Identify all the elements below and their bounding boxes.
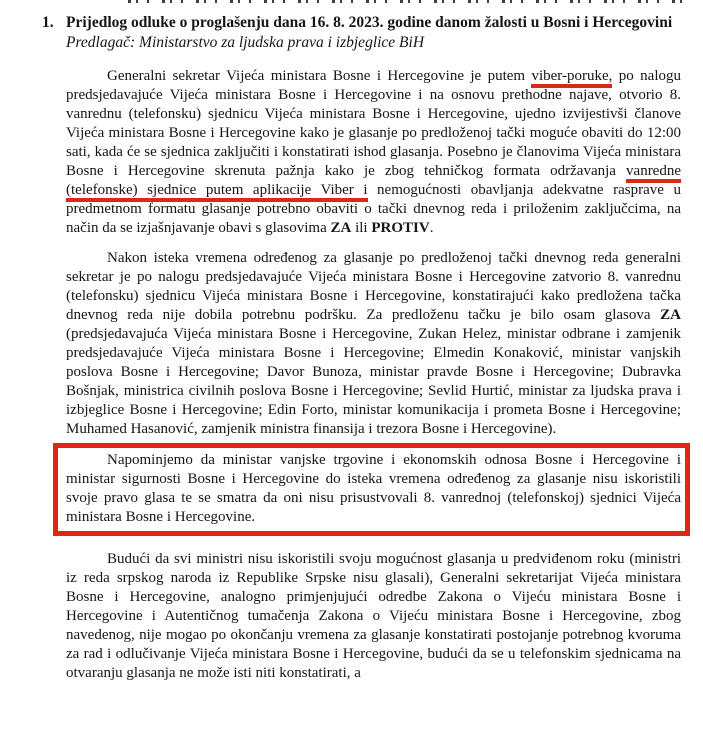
text-run: po nalogu predsjedavajuće Vijeća ministara Bosne i Hercegovine i na osnovu prethodne najave, otvorio 8. vanrednu (telefonsku) sjednicu Vijeća ministara Bosne i Hercegovine, ujedno izvijestivši članove Vijeća ministara Bosne i Hercegovine kako je glasanje po predloženoj tački moguće obaviti do 12:00 sati, kada će se sjednica zaključiti i konstatirati ishod glasanja. Posebno je članovima Vijeća ministara Bosne i Hercegovine skrenuta pažnja kako je zbog tehničkog formata održavanja — [66, 67, 681, 179]
text-run: Nakon isteka vremena određenog za glasanje po predloženoj tački dnevnog reda generalni sekretar je po nalogu predsjedavajuće Vijeća ministara Bosne i Hercegovine zatvorio 8. vanrednu (telefonsku) sjednicu Vijeća ministara Bosne i Hercegovine, konstatirajući kako predložena tačka dnevnog reda nije dobila potrebnu podršku. Za predloženu tačku je bilo osam glasova — [66, 249, 681, 323]
agenda-item-number: 1. — [42, 14, 54, 31]
vote-protiv-label: PROTIV — [371, 219, 430, 236]
red-underline-viber-poruke: viber-poruke, — [531, 67, 613, 84]
agenda-item-title: Prijedlog odluke o proglašenju dana 16. 8. 2023. godine danom žalosti u Bosni i Hercegovini — [66, 14, 673, 31]
text-run: ili — [351, 219, 372, 236]
vote-za-label: ZA — [330, 219, 352, 236]
vote-za-label: ZA — [660, 306, 681, 323]
text-run: nemogućnosti obavljanja adekvatne rasprave u predmetnom formatu glasanje potrebno obaviti o tački dnevnog reda i priloženim zaključcima, na način da se izjašnjavanje obavi s glasovima — [66, 181, 682, 236]
text-run: (predsjedavajuća Vijeća ministara Bosne i Hercegovine, Zukan Helez, ministar odbrane i zamjenik predsjedavajuće Vijeća ministara Bosne i Hercegovine; Elmedin Konaković, ministar vanjskih poslova Bosne i Hercegovine; Davor Bunoza, ministar pravde Bosne i Hercegovine; Dubravka Bošnjak, ministrica civilnih poslova Bosne i Hercegovine; Sevlid Hurtić, ministar za ljudska prava i izbjeglice Bosne i Hercegovine; Edin Forto, ministar komunikacija i prometa Bosne i Hercegovine; Muhamed Hasanović, zamjenik ministra finansija i trezora Bosne i Hercegovine). — [66, 325, 681, 437]
red-underline-viber-session-phrase: vanredne (telefonske) sjednice putem aplikacije Viber i — [66, 162, 681, 198]
paragraph-conclusion — [66, 550, 681, 683]
text-run: Generalni sekretar Vijeća ministara Bosne i Hercegovine je putem — [107, 67, 532, 84]
text-run: Budući da svi ministri nisu iskoristili svoju mogućnost glasanja u predviđenom roku (ministri iz reda srpskog naroda iz Republike Srpske nisu glasali), Generalni sekretarijat Vijeća ministara Bosne i Hercegovine, analogno primjenjujući odredbe Zakona o Vijeću ministara Bosne i Hercegovine i Autentičnog tumačenja Zakona o Vijeću ministara Bosne i Hercegovine, zbog navedenog, nije mogao po okončanju vremena za glasanje konstatirati postojanje potrebnog kvoruma za rad i odlučivanje Vijeća ministara Bosne i Hercegovine, budući da se u telefonskim sjednicama na otvaranju glasanja ne može isti niti konstatirati, a — [66, 550, 681, 681]
text-run: Napominjemo da ministar vanjske trgovine i ekonomskih odnosa Bosne i Hercegovine i ministar sigurnosti Bosne i Hercegovine do isteka vremena određenog za glasanje nisu iskoristili svoje pravo glasa te se smatra da oni nisu prisustvovali 8. vanrednoj (telefonskoj) sjednici Vijeća ministara Bosne i Hercegovine. — [66, 451, 681, 525]
red-boxed-paragraph-note — [53, 443, 690, 536]
paragraph-voting-result — [66, 249, 681, 439]
proposer-line: Predlagač: Ministarstvo za ljudska prava i izbjeglice BiH — [66, 33, 425, 51]
paragraph-opening — [66, 67, 681, 238]
document-content — [66, 13, 681, 683]
text-run: . — [429, 219, 434, 236]
cropped-previous-line-artifact — [128, 0, 684, 3]
